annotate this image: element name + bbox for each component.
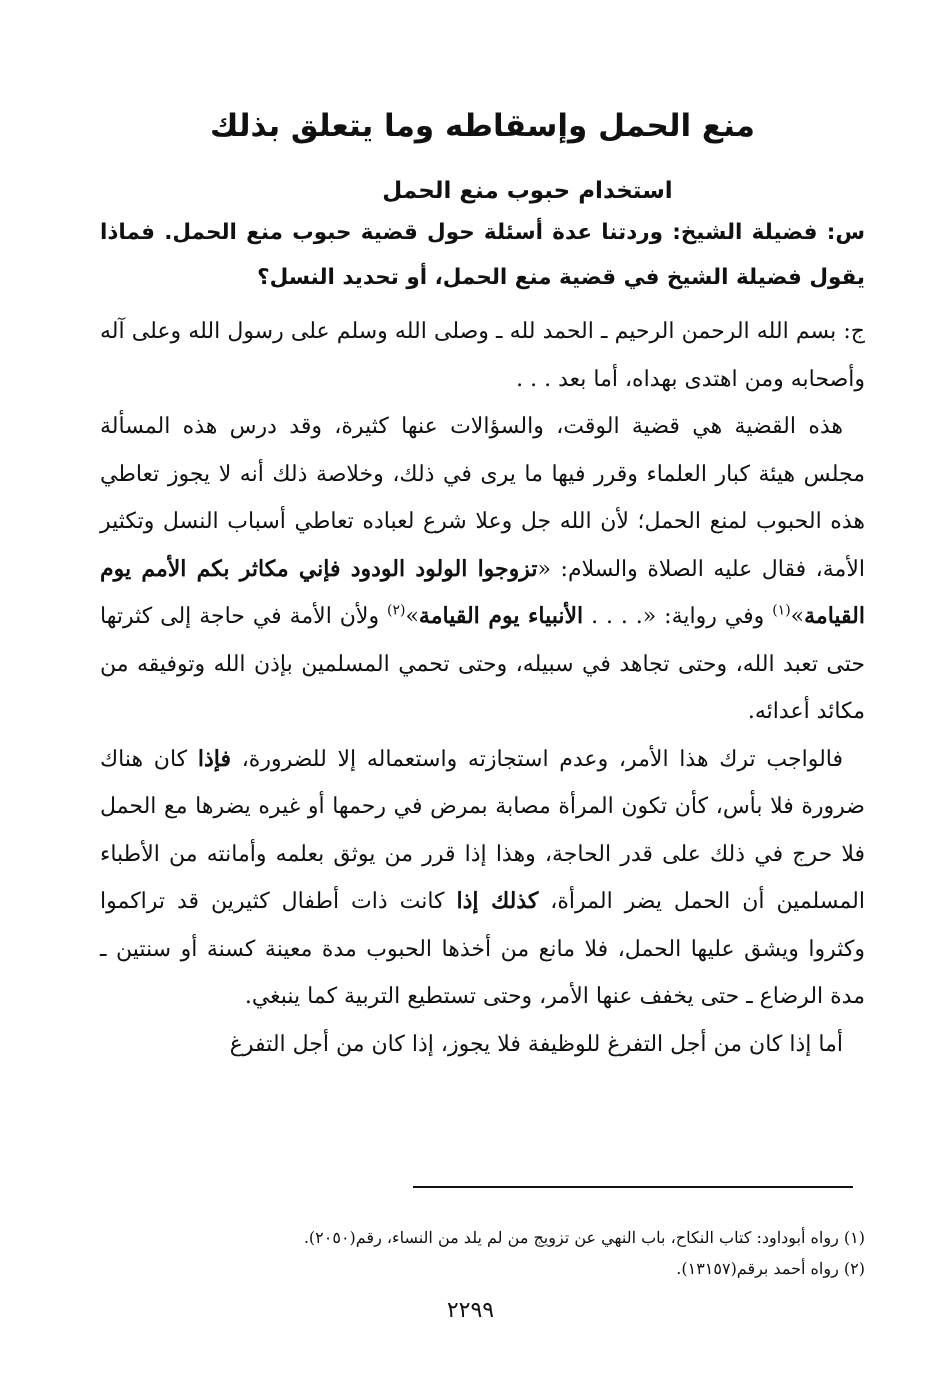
answer-opening-paragraph: ج: بسم الله الرحمن الرحيم ـ الحمد لله ـ وصلى الله وسلم على رسول الله وعلى آله وأصحابه ومن اهتدى بهداه، أما بعد . . . xyxy=(100,319,865,392)
main-title: منع الحمل وإسقاطه وما يتعلق بذلك xyxy=(210,108,755,144)
hadith-quote-2: الأنبياء يوم القيامة xyxy=(418,603,584,629)
footnote-divider xyxy=(413,1186,853,1188)
footnote-ref-1: (١) xyxy=(772,602,791,619)
question-text: س: فضيلة الشيخ: وردتنا عدة أسئلة حول قضية حبوب منع الحمل. فماذا يقول فضيلة الشيخ في قضية منع الحمل، أو تحديد النسل؟ xyxy=(100,220,865,290)
ruling-intro-text: هذه القضية هي قضية الوقت، والسؤالات عنها كثيرة، وقد درس هذه المسألة مجلس هيئة كبار العلماء وقرر فيها ما يرى في ذلك، وخلاصة ذلك أنه لا يجوز تعاطي هذه الحبوب لمنع الحمل؛ لأن الله جل وعلا شرع لعباده تعاطي أسباب النسل وتكثير الأمة، فقال عليه الصلاة والسلام: « xyxy=(100,414,865,582)
answer-final-paragraph: أما إذا كان من أجل التفرغ للوظيفة فلا يجوز، إذا كان من أجل التفرغ xyxy=(229,1031,843,1057)
page-body xyxy=(100,100,865,1340)
exceptions-bold-2: كذلك إذا xyxy=(456,888,539,914)
exceptions-bold-1: فإذا xyxy=(197,745,231,772)
ruling-end-text: ولأن الأمة في حاجة إلى كثرتها حتى تعبد الله، وحتى تجاهد في سبيله، وحتى تحمي المسلمين بإذن الله وتوفيقه من مكائد أعدائه. xyxy=(100,604,865,724)
hadith-quote-1: تزوجوا الولود الودود فإني مكاثر بكم الأمم يوم القيامة xyxy=(100,555,865,629)
footnote-2: (٢) رواه أحمد برقم(١٣١٥٧). xyxy=(676,1259,865,1278)
page-number: ٢٢٩٩ xyxy=(446,1298,495,1323)
exceptions-middle-text: كان هناك ضرورة فلا بأس، كأن تكون المرأة مصابة بمرض في رحمها أو غيره يضرها مع الحمل فلا حرج في ذلك على قدر الحاجة، وهذا إذا قرر من يوثق بعلمه وأمانته من الأطباء المسلمين أن الحمل يضر المرأة، xyxy=(100,746,865,914)
footnotes xyxy=(100,1222,865,1284)
answer-exceptions-paragraph xyxy=(100,736,865,1021)
exceptions-start-text: فالواجب ترك هذا الأمر، وعدم استجازته واستعماله إلا للضرورة، xyxy=(230,746,843,772)
exceptions-end-text: كانت ذات أطفال كثيرين قد تراكموا وكثروا ويشق عليها الحمل، فلا مانع من أخذها الحبوب مدة معينة كسنة أو سنتين ـ مدة الرضاع ـ حتى يخفف عنها الأمر، وحتى تستطيع التربية كما ينبغي. xyxy=(100,889,865,1009)
section-title: استخدام حبوب منع الحمل xyxy=(382,178,673,204)
footnote-ref-2: (٢) xyxy=(386,602,406,619)
ruling-middle-text: وفي رواية: «. . . . xyxy=(583,604,773,629)
footnote-1: (١) رواه أبوداود: كتاب النكاح، باب النهي عن تزويج من لم يلد من النساء، رقم(٢٠٥٠). xyxy=(303,1228,865,1247)
answer-ruling-paragraph: هذه القضية هي قضية الوقت، والسؤالات عنها كثيرة، وقد درس هذه المسألة مجلس هيئة كبار العلماء وقرر فيها ما يرى في ذلك، وخلاصة ذلك أنه لا يجوز تعاطي هذه الحبوب لمنع الحمل؛ لأن الله جل وعلا شرع لعباده تعاطي أسباب النسل وتكثير الأمة، فقال عليه الصلاة والسلام: «تزوجوا الولود الودود فإني مكاثر بكم الأمم يوم القيامة»$^{(١)}$ وفي رواية: «. . . . الأنبياء يوم القيامة»$^{(٢)}$ ولأن الأمة في حاجة إلى كثرتها حتى تعبد الله، وحتى تجاهد في سبيله، وحتى تحمي المسلمين بإذن الله وتوفيقه من مكائد أعدائه. xyxy=(100,414,865,724)
